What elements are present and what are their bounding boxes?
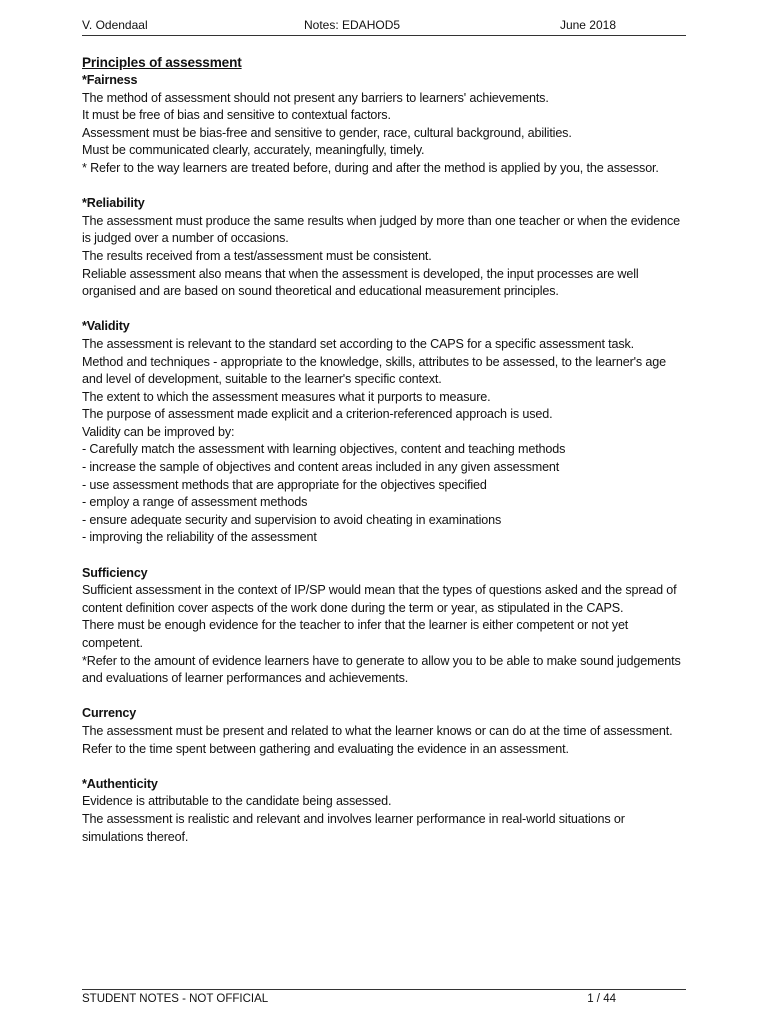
section-line: - increase the sample of objectives and content areas included in any given assessment	[82, 460, 560, 475]
section-line: * Refer to the way learners are treated before, during and after the method is applied by you, the assessor.	[82, 160, 659, 175]
section-heading: *Fairness	[82, 73, 138, 87]
section-heading: *Validity	[82, 319, 130, 334]
section-line: Sufficient assessment in the context of IP/SP would mean that the types of questions asked and the spread of content definition cover aspects of the work done during the term or year, as stipulated in the CAPS.	[82, 583, 677, 615]
section-line: - Carefully match the assessment with learning objectives, content and teaching methods	[82, 442, 566, 457]
section-line: Refer to the time spent between gathering and evaluating the evidence in an assessment.	[82, 741, 569, 756]
section-line: - employ a range of assessment methods	[82, 495, 308, 510]
section-line: Evidence is attributable to the candidate being assessed.	[82, 794, 392, 809]
section-line: *Refer to the amount of evidence learners have to generate to allow you to be able to make sound judgements and evaluations of learner performances and achievements.	[82, 653, 681, 686]
page-header	[82, 17, 686, 36]
header-author: V. Odendaal	[82, 18, 148, 32]
section-heading: Sufficiency	[82, 565, 148, 580]
section-line: The assessment must be present and related to what the learner knows or can do at the time of assessment.	[82, 723, 673, 738]
section-line: The assessment must produce the same results when judged by more than one teacher or when the evidence is judged over a number of occasions.	[82, 213, 680, 246]
footer-page-number: 1 / 44	[587, 993, 616, 1005]
section-line: It must be free of bias and sensitive to contextual factors.	[82, 108, 391, 123]
document-body	[82, 54, 686, 864]
section-currency	[82, 705, 686, 758]
section-line: There must be enough evidence for the teacher to infer that the learner is either competent or not yet competent.	[82, 618, 629, 650]
section-line: The assessment is relevant to the standard set according to the CAPS for a specific assessment task.	[82, 336, 634, 351]
footer-disclaimer: STUDENT NOTES - NOT OFFICIAL	[82, 993, 269, 1005]
section-line: - use assessment methods that are appropriate for the objectives specified	[82, 477, 487, 492]
section-authenticity	[82, 776, 686, 846]
section-line: Reliable assessment also means that when the assessment is developed, the input processes are well organised and are based on sound theoretical and educational measurement principles.	[82, 266, 639, 299]
section-line: Method and techniques - appropriate to the knowledge, skills, attributes to be assessed, to the learner's age and level of development, suitable to the learner's specific context.	[82, 354, 666, 387]
document-title: Principles of assessment	[82, 55, 242, 70]
sections-container	[82, 72, 686, 846]
header-notes-code: Notes: EDAHOD5	[304, 18, 401, 32]
section-line: - improving the reliability of the assessment	[82, 530, 317, 545]
section-line: - ensure adequate security and supervision to avoid cheating in examinations	[82, 512, 502, 527]
section-line: The results received from a test/assessment must be consistent.	[82, 248, 432, 263]
section-heading: Currency	[82, 706, 137, 721]
section-line: The purpose of assessment made explicit and a criterion-referenced approach is used.	[82, 407, 553, 422]
section-line: Assessment must be bias-free and sensitive to gender, race, cultural background, abilities.	[82, 125, 572, 140]
section-heading: *Reliability	[82, 196, 145, 211]
section-line: Must be communicated clearly, accurately, meaningfully, timely.	[82, 143, 425, 158]
section-line: Validity can be improved by:	[82, 424, 235, 439]
section-line: The extent to which the assessment measures what it purports to measure.	[82, 389, 491, 404]
header-date: June 2018	[559, 18, 616, 32]
page-footer	[82, 989, 686, 1008]
section-line: The method of assessment should not present any barriers to learners' achievements.	[82, 90, 549, 105]
section-validity	[82, 318, 686, 547]
section-heading: *Authenticity	[82, 776, 158, 791]
section-reliability	[82, 195, 686, 301]
section-sufficiency	[82, 565, 686, 688]
section-fairness	[82, 72, 686, 178]
section-line: The assessment is realistic and relevant and involves learner performance in real-world situations or simulations thereof.	[82, 811, 625, 844]
